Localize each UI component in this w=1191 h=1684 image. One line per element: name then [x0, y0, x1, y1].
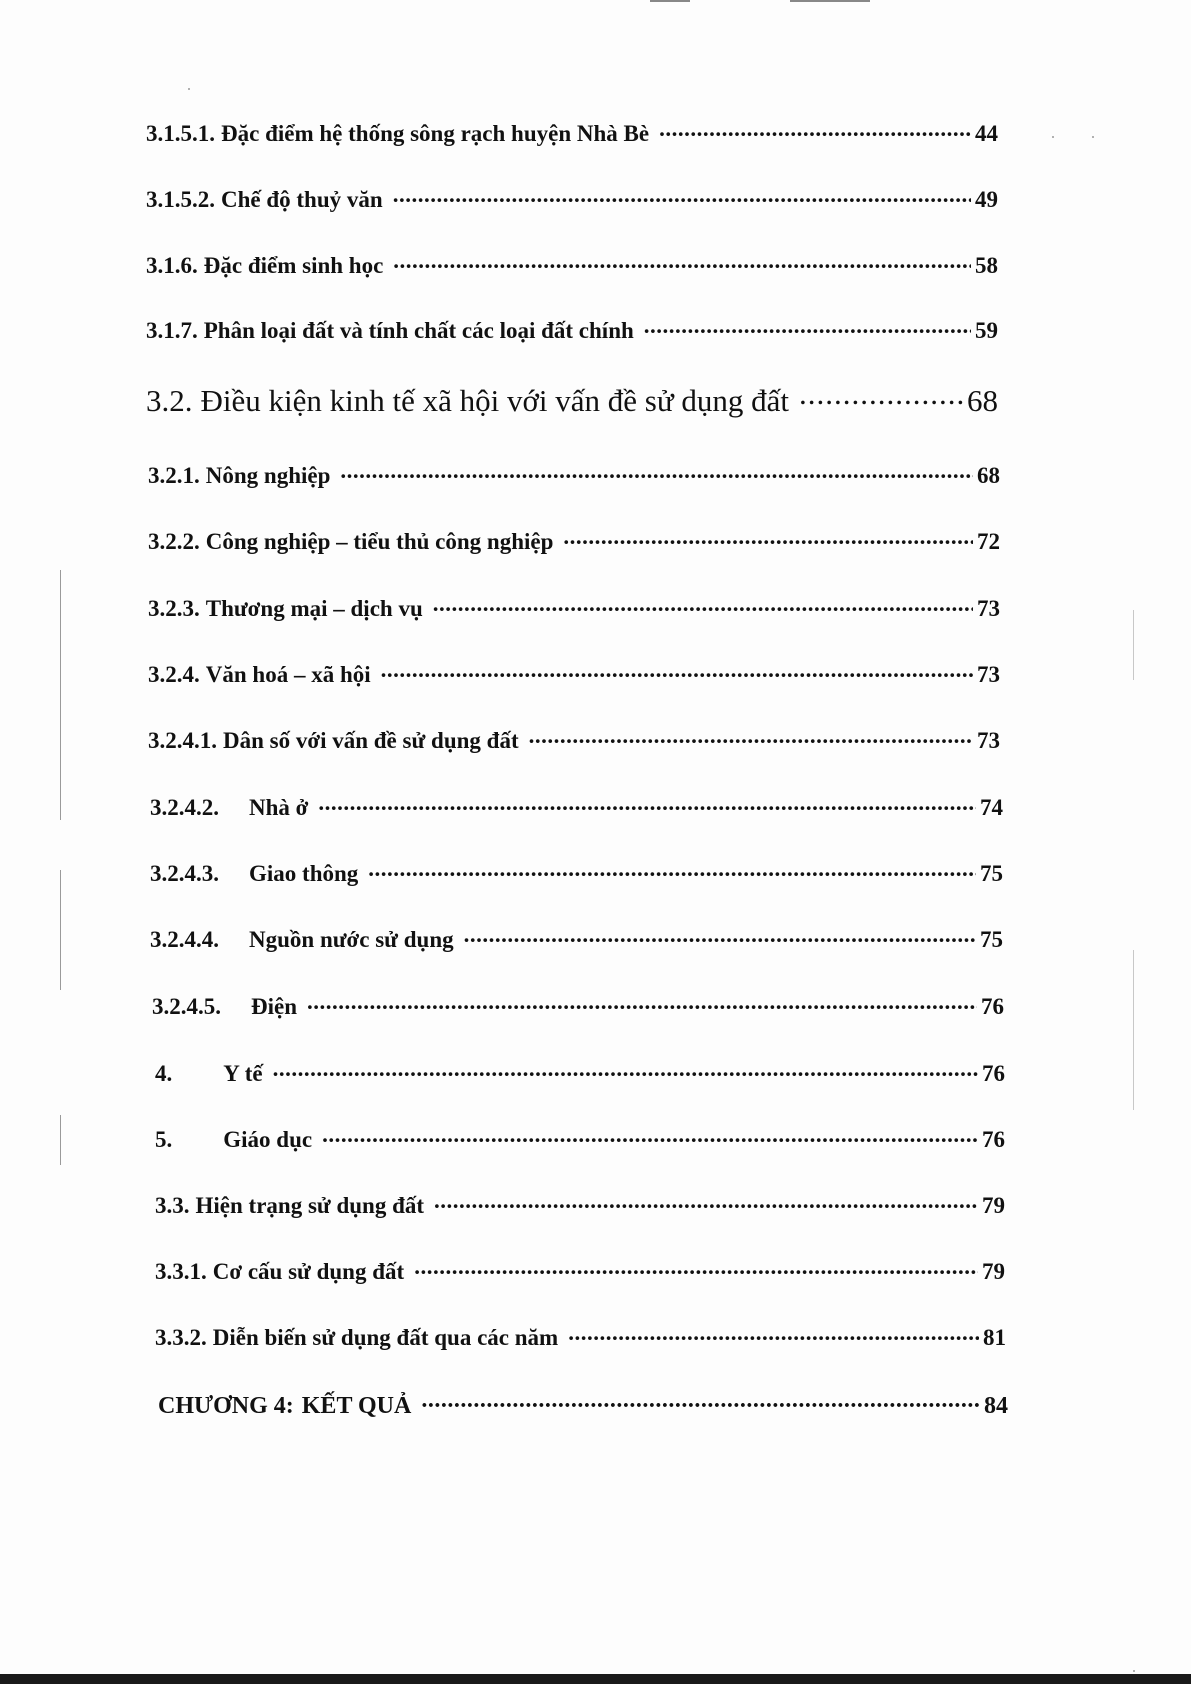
toc-entry-number: 3.2.2.: [148, 529, 200, 554]
toc-entry-title: Điều kiện kinh tế xã hội với vấn đề sử dụng đất: [200, 383, 790, 418]
dot-leader: [273, 1058, 978, 1081]
toc-entry-title: Hiện trạng sử dụng đất: [195, 1193, 425, 1218]
toc-entry[interactable]: [150, 792, 1003, 819]
toc-entry[interactable]: [146, 250, 998, 277]
toc-entry-number: 3.2.4.5.: [152, 994, 221, 1019]
toc-entry[interactable]: [155, 1256, 1005, 1283]
toc-entry[interactable]: [146, 118, 998, 145]
toc-entry-page: 84: [984, 1393, 1008, 1419]
dot-leader: [318, 792, 976, 815]
toc-entry-title: Dân số với vấn đề sử dụng đất: [223, 728, 519, 753]
toc-entry-number: 3.3.1.: [155, 1259, 207, 1284]
toc-entry-number: 3.2.3.: [148, 596, 200, 621]
dot-leader: [433, 593, 973, 616]
dot-leader: [368, 858, 976, 881]
toc-entry-title: Nông nghiệp: [205, 463, 331, 488]
toc-entry-page: 76: [982, 1127, 1005, 1152]
toc-entry-page: 44: [975, 121, 998, 146]
toc-entry-title: Nguồn nước sử dụng: [249, 927, 454, 952]
toc-entry-chapter[interactable]: [158, 1389, 1008, 1418]
toc-entry-title: Điện: [251, 994, 297, 1019]
dot-leader: [421, 1389, 980, 1413]
toc-entry-number: 3.2.4.4.: [150, 927, 219, 952]
dot-leader: [659, 118, 971, 141]
toc-entry-number: 3.1.5.2.: [146, 187, 215, 212]
toc-entry-number: 3.2.4.2.: [150, 795, 219, 820]
dot-leader: [799, 380, 963, 411]
toc-entry-page: 81: [983, 1325, 1006, 1350]
toc-entry[interactable]: [148, 526, 1000, 553]
toc-entry[interactable]: [146, 315, 998, 342]
toc-entry-number: 5.: [155, 1127, 173, 1152]
toc-entry-title: Giao thông: [249, 861, 359, 886]
toc-entry-title: Diễn biến sử dụng đất qua các năm: [212, 1325, 559, 1350]
toc-entry[interactable]: [155, 1190, 1005, 1217]
dot-leader: [381, 659, 973, 682]
toc-entry-number: 3.1.7.: [146, 318, 198, 343]
dot-leader: [529, 725, 973, 748]
dot-leader: [307, 991, 977, 1014]
toc-entry-page: 59: [975, 318, 998, 343]
toc-entry-title: Thương mại – dịch vụ: [205, 596, 423, 621]
toc-entry[interactable]: [155, 1322, 1006, 1349]
toc-entry[interactable]: [148, 593, 1000, 620]
toc-entry-title: Phân loại đất và tính chất các loại đất chính: [203, 318, 634, 343]
toc-entry-title: Cơ cấu sử dụng đất: [212, 1259, 405, 1284]
toc-entry-page: 76: [981, 994, 1004, 1019]
toc-entry-page: 68: [967, 383, 998, 418]
dot-leader: [644, 315, 971, 338]
dot-leader: [393, 250, 971, 273]
toc-entry-page: 73: [977, 596, 1000, 621]
toc-entry-title: Đặc điểm sinh học: [203, 253, 384, 278]
toc-entry-number: 3.3.: [155, 1193, 190, 1218]
toc-entry-page: 75: [980, 861, 1003, 886]
dot-leader: [340, 460, 973, 483]
toc-entry-page: 73: [977, 662, 1000, 687]
toc-entry-number: 3.2.4.3.: [150, 861, 219, 886]
toc-entry-title: Giáo dục: [223, 1127, 313, 1152]
toc-entry-page: 58: [975, 253, 998, 278]
toc-entry-page: 79: [982, 1193, 1005, 1218]
toc-entry-title: Đặc điểm hệ thống sông rạch huyện Nhà Bè: [221, 121, 650, 146]
toc-entry-title: Công nghiệp – tiểu thủ công nghiệp: [205, 529, 554, 554]
toc-entry-section[interactable]: [146, 380, 998, 416]
dot-leader: [414, 1256, 978, 1279]
toc-entry[interactable]: [155, 1058, 1005, 1085]
toc-entry-number: 3.1.6.: [146, 253, 198, 278]
toc-entry[interactable]: [146, 184, 998, 211]
dot-leader: [464, 924, 976, 947]
dot-leader: [568, 1322, 979, 1345]
toc-entry[interactable]: [148, 659, 1000, 686]
toc-entry-title: Chế độ thuỷ văn: [221, 187, 383, 212]
toc-entry[interactable]: [148, 460, 1000, 487]
toc-entry-page: 79: [982, 1259, 1005, 1284]
toc-entry-page: 68: [977, 463, 1000, 488]
toc-entry-title: Văn hoá – xã hội: [205, 662, 371, 687]
toc-entry-number: 3.2.4.: [148, 662, 200, 687]
toc-entry[interactable]: [152, 991, 1004, 1018]
toc-entry-number: 3.2.4.1.: [148, 728, 217, 753]
toc-entry[interactable]: [150, 858, 1003, 885]
toc-entry-number: CHƯƠNG 4:: [158, 1393, 294, 1419]
dot-leader: [563, 526, 973, 549]
toc-entry[interactable]: [150, 924, 1003, 951]
toc-entry-number: 4.: [155, 1061, 173, 1086]
toc-entry[interactable]: [148, 725, 1000, 752]
toc-entry-title: KẾT QUẢ: [301, 1393, 412, 1419]
dot-leader: [434, 1190, 978, 1213]
toc-entry-page: 75: [980, 927, 1003, 952]
toc-entry-number: 3.2.: [146, 383, 193, 418]
toc-entry-number: 3.1.5.1.: [146, 121, 215, 146]
toc-entry-page: 73: [977, 728, 1000, 753]
toc-entry-page: 49: [975, 187, 998, 212]
dot-leader: [393, 184, 971, 207]
toc-entry-page: 74: [980, 795, 1003, 820]
toc-entry-number: 3.2.1.: [148, 463, 200, 488]
toc-entry-title: Y tế: [223, 1061, 263, 1086]
scan-bottom-edge: [0, 1674, 1191, 1684]
toc-entry-title: Nhà ở: [249, 795, 309, 820]
toc-entry[interactable]: [155, 1124, 1005, 1151]
toc-entry-page: 72: [977, 529, 1000, 554]
toc-entry-number: 3.3.2.: [155, 1325, 207, 1350]
toc-entry-page: 76: [982, 1061, 1005, 1086]
dot-leader: [322, 1124, 978, 1147]
